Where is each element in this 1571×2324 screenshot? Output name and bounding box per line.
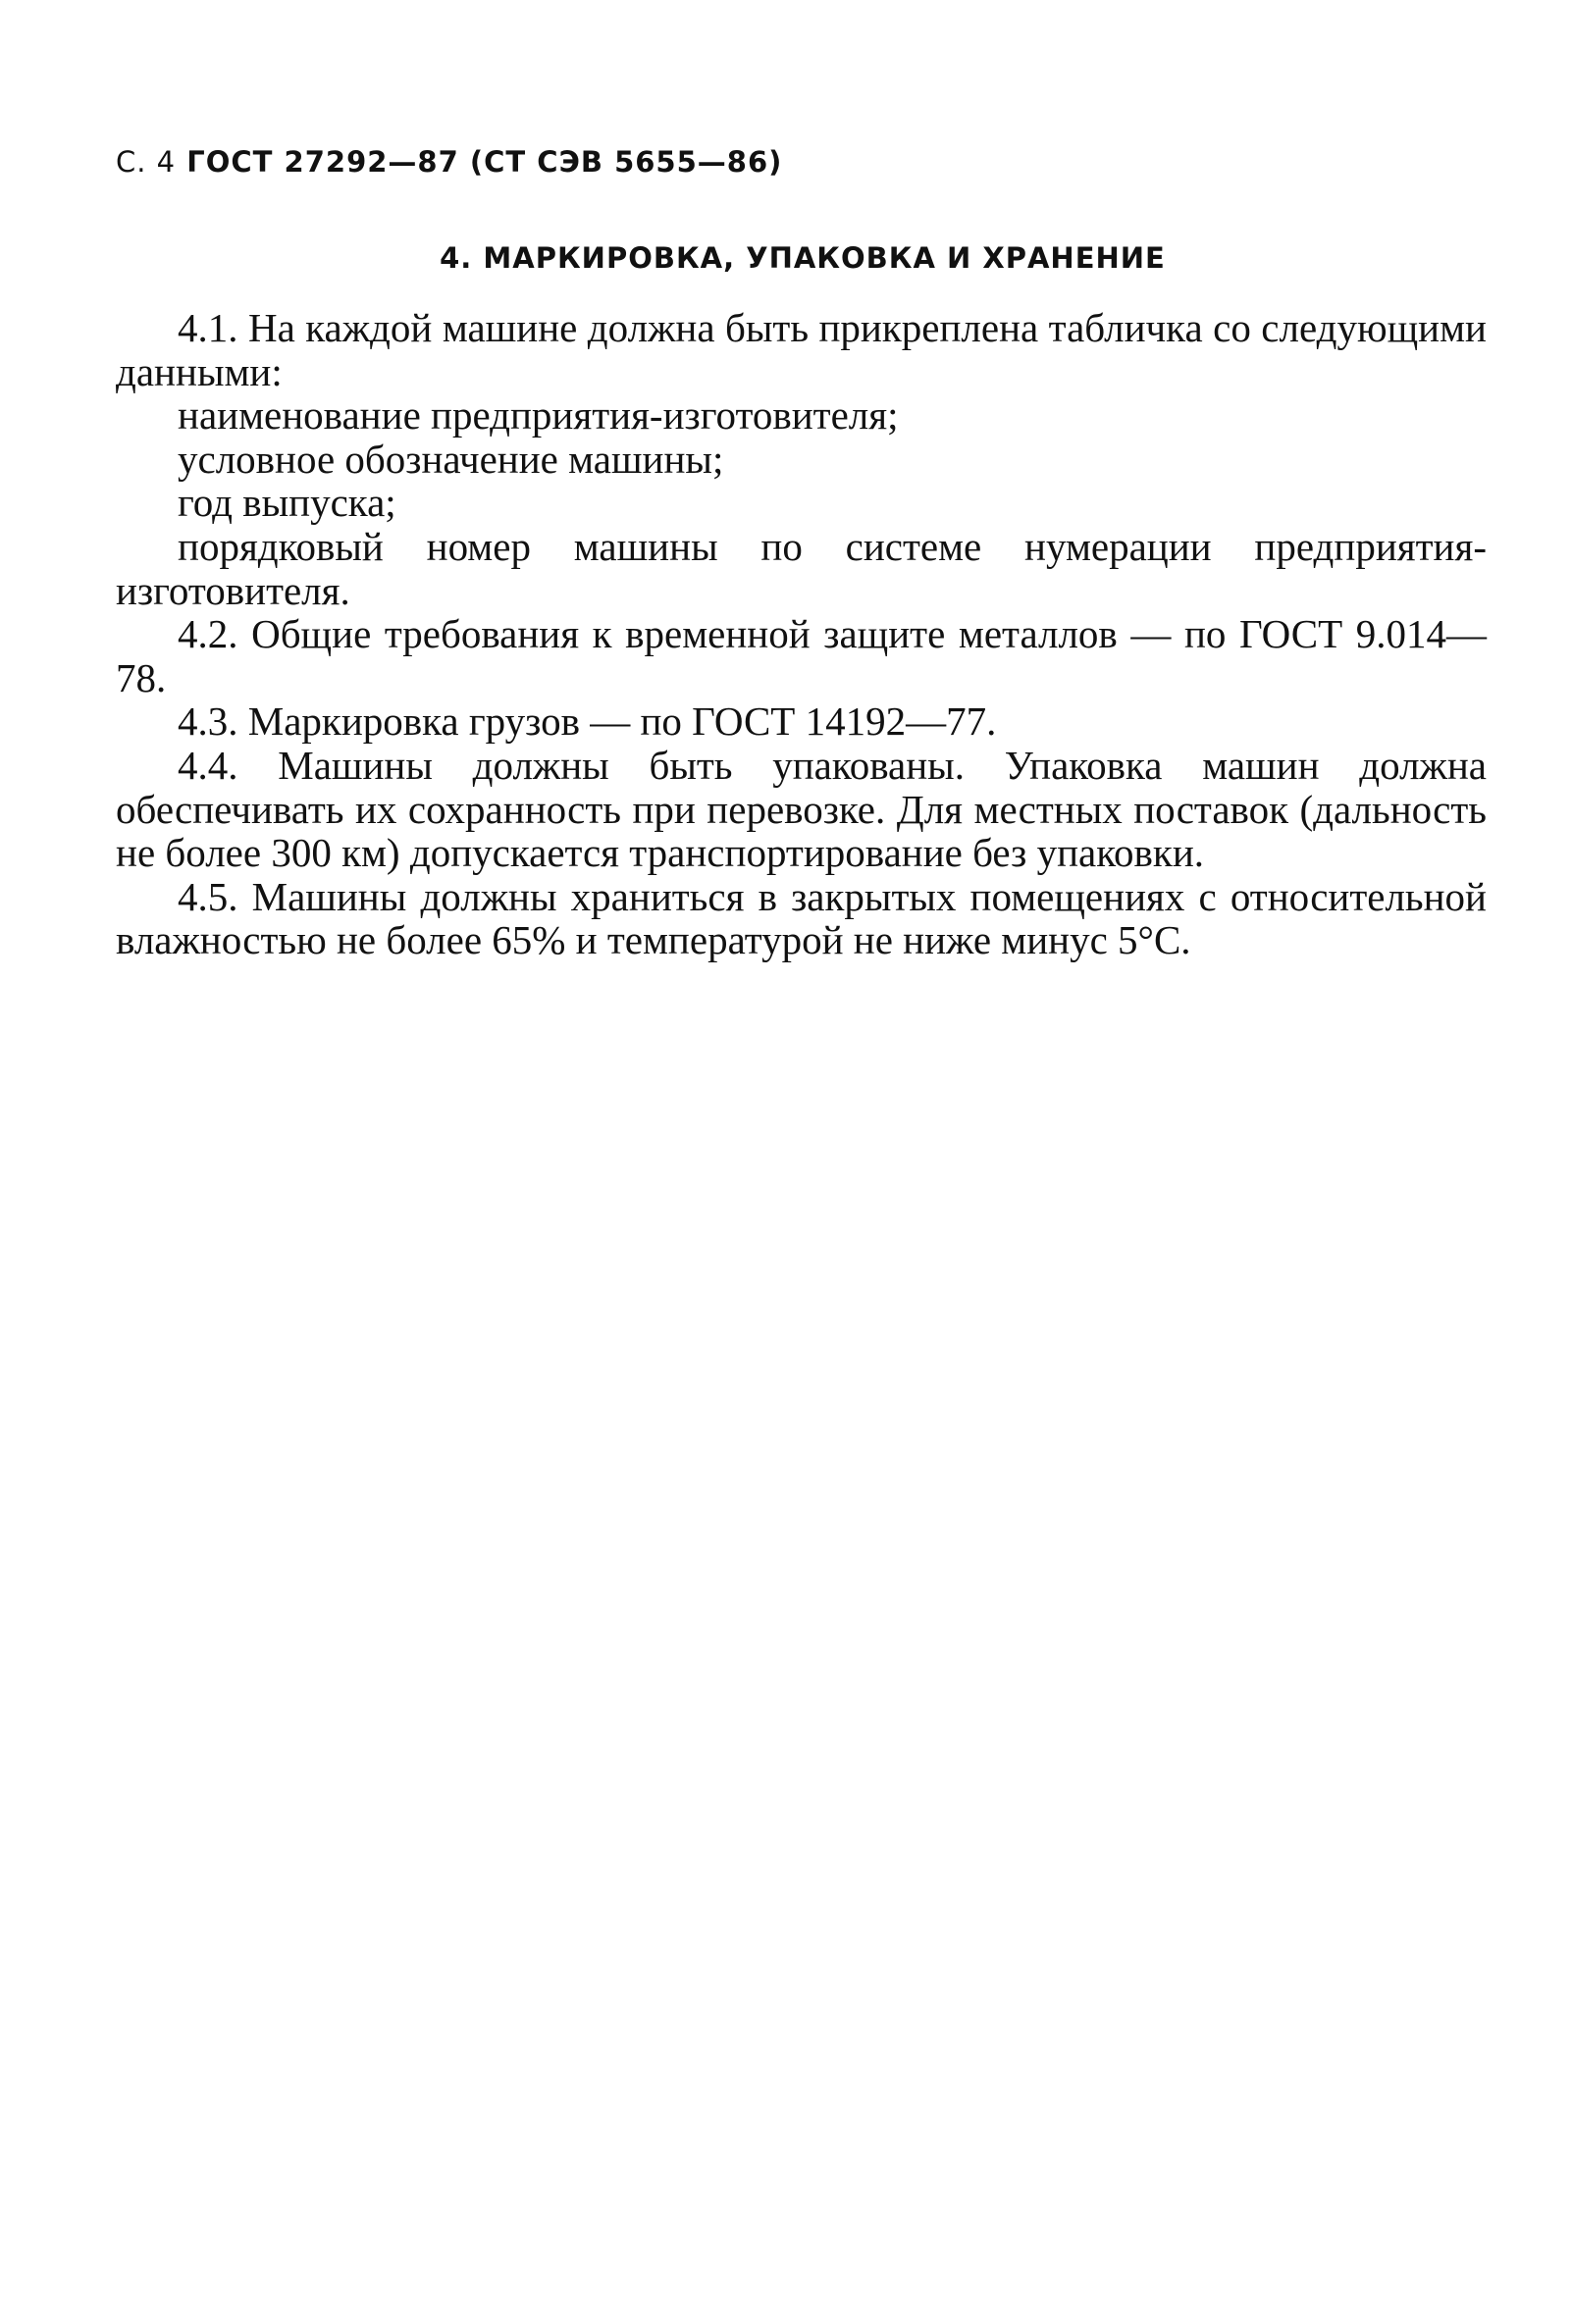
standard-designation: ГОСТ 27292—87 (СТ СЭВ 5655—86) <box>186 145 783 179</box>
paragraph-4-3: 4.3. Маркировка грузов — по ГОСТ 14192—77. <box>178 698 997 745</box>
list-item-serial-number: порядковый номер машины по системе нумерации предприятия-изготовителя. <box>116 523 1487 613</box>
list-item-designation: условное обозначение машины; <box>178 436 724 482</box>
paragraph-4-2: 4.2. Общие требования к временной защите металлов — по ГОСТ 9.014—78. <box>116 611 1487 700</box>
list-item-manufacturer: наименование предприятия-изготовителя; <box>178 392 899 439</box>
list-item-year: год выпуска; <box>178 480 396 526</box>
paragraph-4-5: 4.5. Машины должны храниться в закрытых помещениях с относительной влажностью не более 65% и температурой не ниже минус 5°С. <box>116 873 1487 963</box>
paragraph-4-1: 4.1. На каждой машине должна быть прикреплена табличка со следующими данными: <box>116 305 1487 394</box>
running-header <box>116 145 782 179</box>
paragraph-4-4: 4.4. Машины должны быть упакованы. Упаковка машин должна обеспечивать их сохранность при перевозке. Для местных поставок (дальность не более 300 км) допускается транспортирование без упаковки. <box>116 742 1487 876</box>
page-number: С. 4 <box>116 145 177 179</box>
section-body <box>116 306 1487 962</box>
section-title: 4. МАРКИРОВКА, УПАКОВКА И ХРАНЕНИЕ <box>440 241 1166 275</box>
